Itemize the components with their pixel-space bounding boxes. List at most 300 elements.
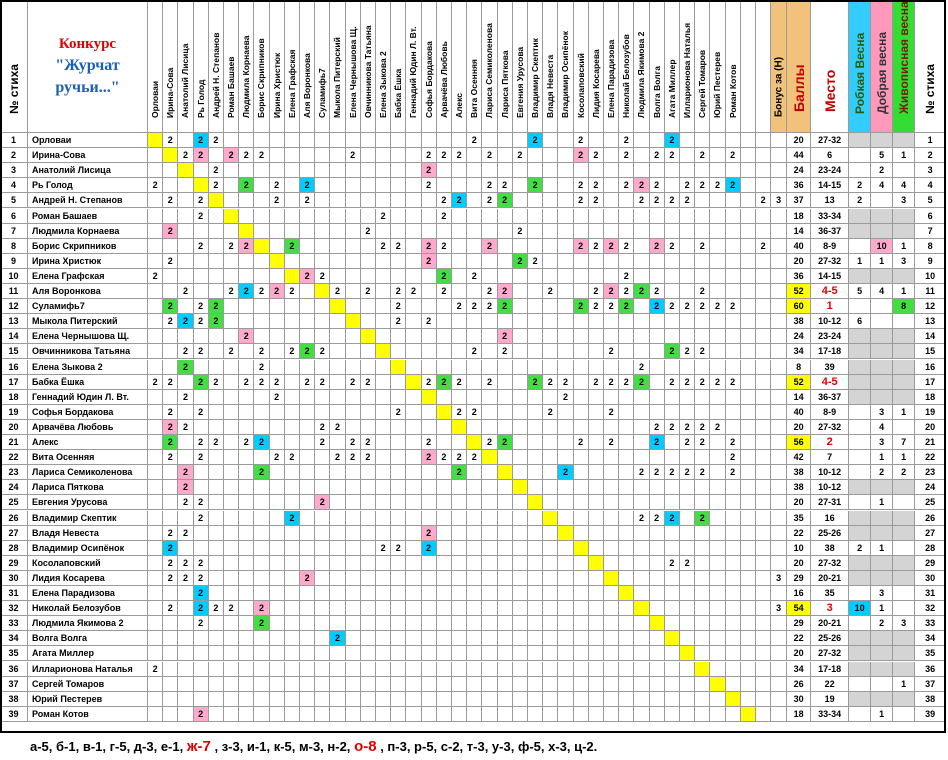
vote-cell: [376, 178, 391, 193]
voter-header: Роман Башаев: [224, 0, 239, 133]
vote-cell: [513, 571, 528, 586]
vote-cell: 2: [361, 375, 376, 390]
vote-cell: [680, 495, 695, 510]
vote-cell: [391, 556, 406, 571]
vote-cell: [194, 646, 209, 661]
vote-cell: 2: [194, 209, 209, 224]
vote-cell: 2: [178, 556, 193, 571]
poet-name: Ирина Христюк: [28, 254, 148, 269]
vote-cell: 2: [650, 239, 665, 254]
score-cell: 56: [787, 435, 811, 450]
nomination-3-cell: 3: [893, 193, 915, 208]
vote-cell: [558, 269, 573, 284]
vote-cell: [650, 526, 665, 541]
vote-cell: [710, 646, 725, 661]
vote-cell: [604, 480, 619, 495]
vote-cell: [315, 450, 330, 465]
vote-cell: 2: [650, 435, 665, 450]
vote-cell: [178, 450, 193, 465]
vote-cell: [513, 692, 528, 707]
nomination-1-cell: [849, 556, 871, 571]
vote-cell: [513, 269, 528, 284]
row-number: 19: [0, 405, 28, 420]
vote-cell: [695, 556, 710, 571]
vote-cell: [650, 405, 665, 420]
vote-cell: [589, 692, 604, 707]
vote-cell: [741, 631, 756, 646]
vote-cell: [178, 133, 193, 148]
vote-cell: [239, 480, 254, 495]
row-number: 3: [0, 163, 28, 178]
poet-name: Людмила Корнаева: [28, 224, 148, 239]
vote-cell: [513, 480, 528, 495]
vote-cell: [574, 254, 589, 269]
vote-cell: [558, 586, 573, 601]
row-number: 13: [0, 314, 28, 329]
vote-cell: [285, 193, 300, 208]
vote-cell: [361, 239, 376, 254]
vote-cell: [482, 405, 497, 420]
vote-cell: [528, 163, 543, 178]
vote-cell: [619, 254, 634, 269]
vote-cell: [406, 495, 421, 510]
nomination-3-cell: 7: [893, 435, 915, 450]
vote-cell: 2: [270, 193, 285, 208]
vote-cell: [361, 495, 376, 510]
vote-cell: 2: [422, 526, 437, 541]
nomination-1-cell: 1: [849, 254, 871, 269]
vote-cell: [270, 239, 285, 254]
voter-header: Роман Котов: [726, 0, 741, 133]
vote-cell: [361, 511, 376, 526]
vote-cell: 2: [726, 299, 741, 314]
vote-cell: [209, 360, 224, 375]
vote-cell: [452, 480, 467, 495]
vote-cell: [543, 329, 558, 344]
vote-cell: [254, 707, 269, 722]
vote-cell: [346, 284, 361, 299]
vote-cell: 2: [224, 148, 239, 163]
vote-cell: 2: [437, 239, 452, 254]
row-number-right: 12: [915, 299, 946, 314]
vote-cell: [589, 511, 604, 526]
vote-cell: [650, 360, 665, 375]
vote-cell: [178, 662, 193, 677]
nomination-2-cell: [871, 677, 893, 692]
vote-cell: [361, 601, 376, 616]
vote-cell: 2: [376, 541, 391, 556]
place-cell: 10-12: [811, 314, 849, 329]
vote-cell: [285, 299, 300, 314]
vote-cell: [194, 526, 209, 541]
nomination-1-cell: [849, 133, 871, 148]
vote-cell: 2: [239, 284, 254, 299]
vote-cell: [178, 224, 193, 239]
voter-header: Елена Чернышова Щ.: [346, 0, 361, 133]
vote-cell: 2: [285, 511, 300, 526]
num-right-header: № стиха: [915, 0, 946, 133]
vote-cell: [330, 224, 345, 239]
vote-cell: [376, 677, 391, 692]
nomination-3-cell: [893, 571, 915, 586]
vote-cell: [422, 284, 437, 299]
voter-header: Людмила Корнаева: [239, 0, 254, 133]
vote-cell: [422, 299, 437, 314]
vote-cell: 2: [437, 193, 452, 208]
place-cell: 36-37: [811, 224, 849, 239]
vote-cell: [710, 269, 725, 284]
bonus-cell: [771, 465, 787, 480]
vote-cell: [300, 677, 315, 692]
score-cell: 24: [787, 163, 811, 178]
vote-cell: [741, 435, 756, 450]
vote-cell: [361, 556, 376, 571]
vote-cell: 2: [163, 571, 178, 586]
bonus-cell: [771, 692, 787, 707]
vote-cell: [756, 480, 771, 495]
vote-cell: [315, 390, 330, 405]
nomination-1-cell: [849, 495, 871, 510]
score-cell: 20: [787, 556, 811, 571]
vote-cell: [710, 556, 725, 571]
vote-cell: 2: [665, 375, 680, 390]
score-cell: 16: [787, 586, 811, 601]
vote-cell: [726, 420, 741, 435]
score-cell: 24: [787, 329, 811, 344]
place-cell: 27-32: [811, 420, 849, 435]
vote-cell: [665, 495, 680, 510]
vote-cell: [498, 707, 513, 722]
row-number: 9: [0, 254, 28, 269]
vote-cell: [376, 571, 391, 586]
vote-cell: [467, 662, 482, 677]
vote-cell: [482, 465, 497, 480]
vote-cell: [650, 314, 665, 329]
vote-cell: [634, 571, 649, 586]
vote-cell: [528, 556, 543, 571]
vote-cell: [513, 178, 528, 193]
nomination-2-cell: 2: [871, 616, 893, 631]
vote-cell: [695, 495, 710, 510]
vote-cell: [498, 405, 513, 420]
vote-cell: [391, 435, 406, 450]
vote-cell: [558, 209, 573, 224]
letter-legend: [0, 734, 948, 758]
nomination-1-cell: [849, 344, 871, 359]
vote-cell: [680, 390, 695, 405]
vote-cell: 2: [346, 435, 361, 450]
voter-header: Елена Парадизова: [604, 0, 619, 133]
vote-cell: [543, 178, 558, 193]
vote-cell: [376, 450, 391, 465]
vote-cell: [224, 314, 239, 329]
score-cell: 34: [787, 662, 811, 677]
vote-cell: [467, 601, 482, 616]
legend-part-1: а-5, б-1, в-1, г-5, д-3, е-1,: [30, 739, 184, 754]
vote-cell: [270, 586, 285, 601]
vote-cell: [634, 209, 649, 224]
vote-cell: [148, 435, 163, 450]
vote-cell: [558, 571, 573, 586]
vote-cell: [437, 511, 452, 526]
vote-cell: 2: [467, 269, 482, 284]
vote-cell: [498, 495, 513, 510]
legend-highlight-1: ж-7: [186, 738, 211, 755]
nomination-2-cell: [871, 646, 893, 661]
nomination-3-cell: 1: [893, 405, 915, 420]
vote-cell: 2: [498, 344, 513, 359]
vote-cell: [437, 662, 452, 677]
vote-cell: 2: [650, 178, 665, 193]
vote-cell: [741, 586, 756, 601]
vote-cell: [285, 586, 300, 601]
vote-cell: [482, 420, 497, 435]
vote-cell: [361, 586, 376, 601]
vote-cell: [254, 178, 269, 193]
vote-cell: [148, 420, 163, 435]
vote-cell: [239, 224, 254, 239]
bonus-cell: [771, 511, 787, 526]
vote-cell: [209, 239, 224, 254]
voter-header: Лариса Пяткова: [498, 0, 513, 133]
vote-cell: 2: [330, 631, 345, 646]
vote-cell: [634, 314, 649, 329]
vote-cell: [376, 299, 391, 314]
vote-cell: 2: [452, 450, 467, 465]
vote-cell: [619, 193, 634, 208]
vote-cell: [756, 420, 771, 435]
bonus-cell: [771, 360, 787, 375]
vote-cell: [315, 631, 330, 646]
vote-cell: [665, 692, 680, 707]
vote-cell: [543, 662, 558, 677]
vote-cell: [710, 480, 725, 495]
vote-cell: [710, 314, 725, 329]
vote-cell: 2: [254, 148, 269, 163]
vote-cell: 2: [239, 178, 254, 193]
vote-cell: 2: [224, 601, 239, 616]
vote-cell: [543, 616, 558, 631]
poet-name: Владя Невеста: [28, 526, 148, 541]
place-cell: 1: [811, 299, 849, 314]
vote-cell: 2: [194, 405, 209, 420]
vote-cell: [710, 707, 725, 722]
vote-cell: [239, 495, 254, 510]
vote-cell: [574, 405, 589, 420]
vote-cell: [178, 239, 193, 254]
vote-cell: [513, 435, 528, 450]
nomination-3-cell: [893, 314, 915, 329]
vote-cell: [482, 314, 497, 329]
vote-cell: [254, 193, 269, 208]
vote-cell: 2: [163, 450, 178, 465]
score-cell: 14: [787, 390, 811, 405]
vote-cell: 2: [726, 375, 741, 390]
vote-cell: [619, 511, 634, 526]
vote-cell: [194, 541, 209, 556]
vote-cell: [452, 677, 467, 692]
vote-cell: [452, 284, 467, 299]
vote-cell: 2: [254, 375, 269, 390]
vote-cell: [650, 450, 665, 465]
vote-cell: [467, 526, 482, 541]
vote-cell: 2: [285, 284, 300, 299]
vote-cell: [543, 646, 558, 661]
vote-cell: 2: [650, 420, 665, 435]
vote-cell: [589, 541, 604, 556]
vote-cell: 2: [498, 284, 513, 299]
vote-cell: [528, 329, 543, 344]
vote-cell: [391, 133, 406, 148]
vote-cell: 2: [574, 299, 589, 314]
vote-cell: [498, 586, 513, 601]
vote-cell: [391, 163, 406, 178]
vote-cell: [513, 662, 528, 677]
vote-cell: [406, 314, 421, 329]
vote-cell: [574, 314, 589, 329]
vote-cell: [680, 450, 695, 465]
vote-cell: [315, 465, 330, 480]
vote-cell: [300, 329, 315, 344]
vote-cell: [498, 662, 513, 677]
vote-cell: [558, 420, 573, 435]
vote-cell: [680, 631, 695, 646]
vote-cell: [574, 390, 589, 405]
row-number-right: 9: [915, 254, 946, 269]
vote-cell: 2: [209, 163, 224, 178]
vote-cell: 2: [163, 420, 178, 435]
vote-cell: [741, 193, 756, 208]
bonus-cell: [771, 344, 787, 359]
vote-cell: 2: [163, 224, 178, 239]
vote-cell: [650, 269, 665, 284]
score-cell: 26: [787, 677, 811, 692]
vote-cell: [224, 707, 239, 722]
vote-cell: [452, 662, 467, 677]
vote-cell: 2: [604, 284, 619, 299]
vote-cell: [270, 344, 285, 359]
vote-cell: [315, 148, 330, 163]
vote-cell: [756, 344, 771, 359]
vote-cell: [178, 541, 193, 556]
nomination-2-cell: 4: [871, 284, 893, 299]
vote-cell: [498, 209, 513, 224]
vote-cell: [346, 541, 361, 556]
vote-cell: [650, 390, 665, 405]
vote-cell: [741, 450, 756, 465]
poet-name: Андрей Н. Степанов: [28, 193, 148, 208]
vote-cell: [300, 662, 315, 677]
vote-cell: 2: [695, 284, 710, 299]
vote-cell: 2: [680, 375, 695, 390]
vote-cell: [680, 133, 695, 148]
vote-cell: [239, 133, 254, 148]
vote-cell: [148, 314, 163, 329]
vote-cell: 2: [756, 239, 771, 254]
vote-cell: [239, 601, 254, 616]
vote-cell: [178, 405, 193, 420]
vote-cell: [756, 541, 771, 556]
vote-cell: [194, 662, 209, 677]
vote-cell: [482, 526, 497, 541]
vote-cell: [634, 435, 649, 450]
row-number-right: 1: [915, 133, 946, 148]
vote-cell: [178, 511, 193, 526]
vote-cell: [543, 360, 558, 375]
vote-cell: [619, 450, 634, 465]
vote-cell: [604, 586, 619, 601]
vote-cell: [437, 495, 452, 510]
vote-cell: [270, 254, 285, 269]
poet-name: Николай Белозубов: [28, 601, 148, 616]
vote-cell: [285, 571, 300, 586]
row-number-right: 35: [915, 646, 946, 661]
vote-cell: [650, 571, 665, 586]
vote-cell: [346, 495, 361, 510]
vote-cell: [543, 269, 558, 284]
vote-cell: [558, 254, 573, 269]
vote-cell: [513, 677, 528, 692]
vote-cell: [285, 314, 300, 329]
vote-cell: [148, 616, 163, 631]
vote-cell: [665, 662, 680, 677]
vote-cell: 2: [254, 284, 269, 299]
vote-cell: [665, 541, 680, 556]
vote-cell: [695, 692, 710, 707]
vote-cell: [391, 420, 406, 435]
vote-cell: [361, 677, 376, 692]
nomination-2-cell: 4: [871, 420, 893, 435]
nomination-3-cell: 4: [893, 178, 915, 193]
vote-cell: 2: [422, 375, 437, 390]
voter-header: Людмила Якимова 2: [634, 0, 649, 133]
vote-cell: [209, 480, 224, 495]
nomination-2-cell: [871, 662, 893, 677]
voter-header: Мыкола Питерский: [330, 0, 345, 133]
vote-cell: [558, 435, 573, 450]
vote-cell: [270, 209, 285, 224]
vote-cell: [224, 254, 239, 269]
vote-cell: 2: [695, 148, 710, 163]
vote-cell: [209, 209, 224, 224]
poet-name: Косолаповский: [28, 556, 148, 571]
poet-name: Бабка Ёшка: [28, 375, 148, 390]
vote-cell: [315, 646, 330, 661]
vote-cell: [194, 390, 209, 405]
vote-cell: [163, 707, 178, 722]
vote-cell: [315, 526, 330, 541]
bonus-header: Бонус за (Н): [771, 0, 787, 133]
vote-cell: [163, 677, 178, 692]
row-number: 20: [0, 420, 28, 435]
vote-cell: [695, 163, 710, 178]
poet-name: Роман Башаев: [28, 209, 148, 224]
vote-cell: [665, 178, 680, 193]
vote-cell: [239, 390, 254, 405]
vote-cell: [315, 707, 330, 722]
vote-cell: [665, 224, 680, 239]
voter-header: Лариса Семиколенова: [482, 0, 497, 133]
vote-cell: [589, 209, 604, 224]
vote-cell: [558, 480, 573, 495]
vote-cell: [498, 133, 513, 148]
vote-cell: [148, 390, 163, 405]
vote-cell: 2: [680, 465, 695, 480]
vote-cell: [346, 360, 361, 375]
vote-cell: [726, 329, 741, 344]
vote-cell: [178, 677, 193, 692]
vote-cell: 2: [482, 284, 497, 299]
